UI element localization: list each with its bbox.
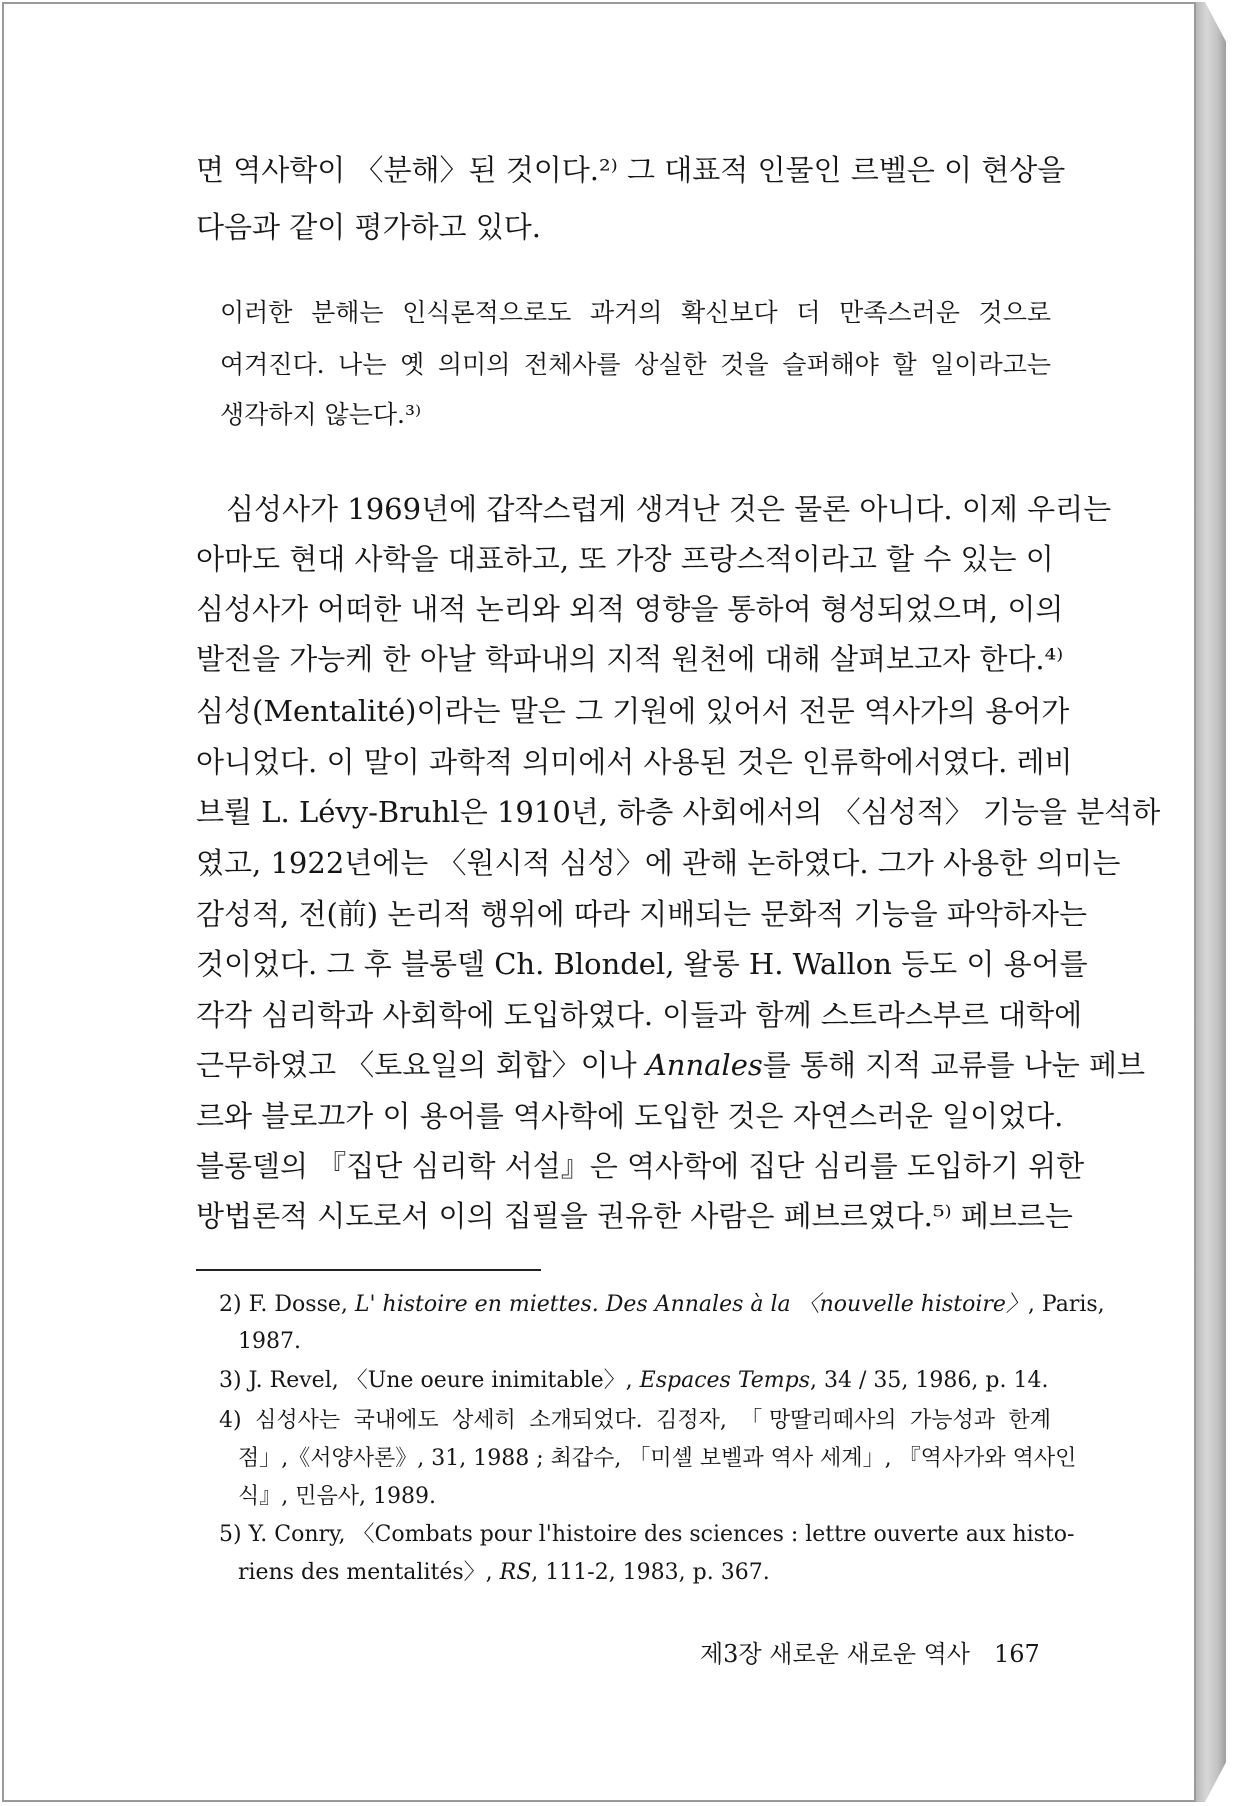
annales-journal-title: Annales	[645, 1048, 763, 1082]
footnote-5-title-end: riens des mentalités〉,	[238, 1560, 493, 1585]
body-line-12-part-2: 를 통해 지적 교류를 나눈 페브	[762, 1048, 1146, 1082]
chapter-title: 제3장 새로운 새로운 역사	[700, 1640, 970, 1668]
body-line-1: 심성사가 1969년에 갑작스럽게 생겨난 것은 물론 아니다. 이제 우리는	[226, 492, 1112, 526]
footnote-2-place: , Paris,	[1027, 1292, 1105, 1317]
body-line-4: 발전을 가능케 한 아날 학파내의 지적 원천에 대해 살펴보고자 한다.⁴⁾	[196, 642, 1064, 676]
footnote-4-line-1: 4) 심성사는 국내에도 상세히 소개되었다. 김정자, 「망딸리떼사의 가능성과 한계	[219, 1408, 1051, 1433]
quote-line-1: 이러한 분해는 인식론적으로도 과거의 확신보다 더 만족스러운 것으로	[220, 298, 1051, 327]
body-line-15: 방법론적 시도로서 이의 집필을 권유한 사람은 페브르였다.⁵⁾ 페브르는	[196, 1199, 1073, 1233]
body-line-10: 것이었다. 그 후 블롱델 Ch. Blondel, 왈롱 H. Wallon 등도 이 용어를	[196, 947, 1088, 981]
footnote-5-line-2	[238, 1558, 1051, 1588]
page-edge-shadow	[1196, 2, 1226, 1802]
footnote-3-details: , 34 / 35, 1986, p. 14.	[810, 1368, 1049, 1393]
body-line-7: 브륄 L. Lévy-Bruhl은 1910년, 하층 사회에서의 〈심성적〉 기능을 분석하	[196, 795, 1161, 829]
body-line-5: 심성(Mentalité)이라는 말은 그 기원에 있어서 전문 역사가의 용어가	[196, 694, 1070, 728]
footnote-divider	[196, 1269, 541, 1271]
body-line-8: 였고, 1922년에는 〈원시적 심성〉에 관해 논하였다. 그가 사용한 의미는	[196, 846, 1121, 880]
footnote-2-author: 2) F. Dosse,	[219, 1292, 348, 1317]
footnote-3-author: 3) J. Revel, 〈Une oeure inimitable〉,	[219, 1368, 633, 1393]
footnote-3	[219, 1366, 1051, 1396]
body-line-3: 심성사가 어떠한 내적 논리와 외적 영향을 통하여 형성되었으며, 이의	[196, 592, 1064, 626]
footnote-4-line-2: 점」,《서양사론》, 31, 1988 ; 최갑수, 「미셸 보벨과 역사 세계」, 『역사가와 역사인	[238, 1446, 1077, 1471]
body-line-11: 각각 심리학과 사회학에 도입하였다. 이들과 함께 스트라스부르 대학에	[196, 998, 1083, 1032]
body-line-12	[196, 1045, 1146, 1085]
footnote-4-line-3: 식』, 민음사, 1989.	[238, 1484, 436, 1509]
body-line-14: 블롱델의 『집단 심리학 서설』은 역사학에 집단 심리를 도입하기 위한	[196, 1149, 1085, 1183]
body-line-12-part-1: 근무하였고 〈토요일의 회합〉이나	[196, 1048, 637, 1082]
running-footer	[700, 1638, 1040, 1670]
footnote-2-title: L' histoire en miettes. Des Annales à la 〈nouvelle histoire〉	[354, 1292, 1028, 1317]
footnote-3-journal: Espaces Temps	[639, 1368, 811, 1393]
body-line-2: 아마도 현대 사학을 대표하고, 또 가장 프랑스적이라고 할 수 있는 이	[196, 542, 1054, 576]
quote-line-3: 생각하지 않는다.³⁾	[220, 400, 422, 429]
page-number: 167	[994, 1640, 1040, 1668]
quote-line-2: 여겨진다. 나는 옛 의미의 전체사를 상실한 것을 슬퍼해야 할 일이라고는	[220, 350, 1051, 379]
footnote-2-line-2: 1987.	[238, 1329, 301, 1354]
footnote-5-journal: RS	[499, 1560, 532, 1585]
footnote-5-line-1: 5) Y. Conry, 〈Combats pour l'histoire des sciences : lettre ouverte aux histo-	[219, 1522, 1075, 1547]
body-line-6: 아니었다. 이 말이 과학적 의미에서 사용된 것은 인류학에서였다. 레비	[196, 745, 1073, 779]
body-line-9: 감성적, 전(前) 논리적 행위에 따라 지배되는 문화적 기능을 파악하자는	[196, 897, 1087, 931]
footnote-5-details: , 111-2, 1983, p. 367.	[531, 1560, 770, 1585]
intro-line-2: 다음과 같이 평가하고 있다.	[196, 210, 542, 244]
footnote-2-line-1	[219, 1290, 1105, 1320]
intro-line-1: 면 역사학이 〈분해〉된 것이다.²⁾ 그 대표적 인물인 르벨은 이 현상을	[196, 153, 1066, 187]
body-line-13: 르와 블로끄가 이 용어를 역사학에 도입한 것은 자연스러운 일이었다.	[196, 1099, 1064, 1133]
